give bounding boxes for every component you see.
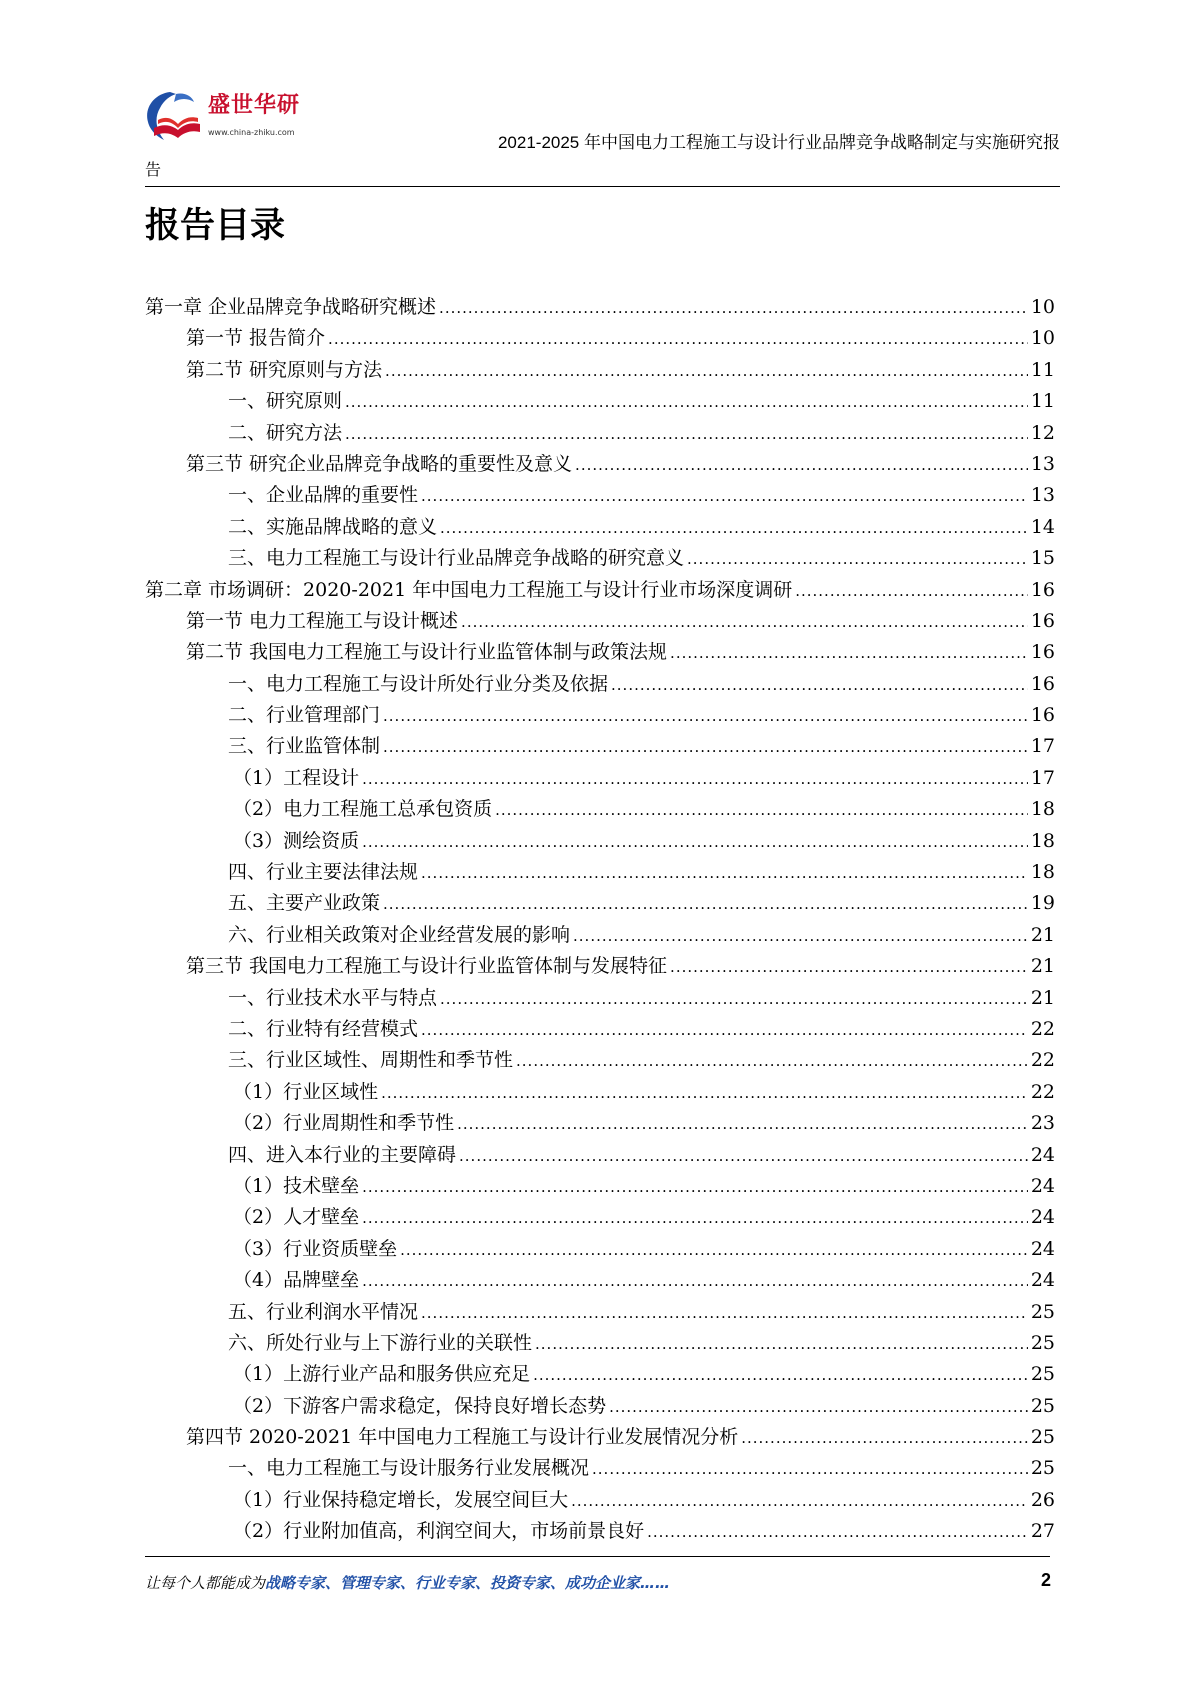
- toc-entry-page: 16: [1030, 704, 1055, 727]
- toc-entry[interactable]: [145, 763, 1055, 794]
- toc-entry[interactable]: [145, 826, 1055, 857]
- toc-entry[interactable]: [145, 512, 1055, 543]
- toc-dot-leader: [345, 425, 1028, 443]
- table-of-contents: [145, 292, 1055, 1548]
- toc-entry[interactable]: [145, 1077, 1055, 1108]
- toc-entry-title: 六、所处行业与上下游行业的关联性: [228, 1331, 533, 1354]
- toc-dot-leader: [516, 1052, 1028, 1070]
- toc-dot-leader: [385, 362, 1028, 380]
- toc-entry-title: 三、行业区域性、周期性和季节性: [228, 1049, 514, 1072]
- toc-entry-page: 25: [1030, 1426, 1055, 1449]
- toc-entry-page: 25: [1030, 1394, 1055, 1417]
- toc-entry-title: 第一节 报告简介: [186, 327, 326, 350]
- toc-entry-page: 16: [1030, 672, 1055, 695]
- toc-entry-page: 17: [1030, 766, 1055, 789]
- toc-entry[interactable]: [145, 951, 1055, 982]
- toc-entry[interactable]: [145, 418, 1055, 449]
- toc-entry[interactable]: [145, 323, 1055, 354]
- toc-dot-leader: [571, 1492, 1028, 1510]
- toc-dot-leader: [362, 770, 1028, 788]
- toc-entry-page: 18: [1030, 829, 1055, 852]
- toc-entry-page: 14: [1030, 515, 1055, 538]
- toc-entry[interactable]: [145, 292, 1055, 323]
- toc-entry-page: 12: [1030, 421, 1055, 444]
- toc-dot-leader: [362, 1209, 1028, 1227]
- toc-entry-page: 13: [1030, 452, 1055, 475]
- toc-dot-leader: [440, 990, 1028, 1008]
- toc-entry-page: 10: [1030, 327, 1055, 350]
- toc-entry-page: 25: [1030, 1331, 1055, 1354]
- toc-entry[interactable]: [145, 1202, 1055, 1233]
- logo-url: www.china-zhiku.com: [208, 128, 295, 137]
- toc-entry-page: 10: [1030, 296, 1055, 318]
- toc-entry-page: 17: [1030, 735, 1055, 758]
- toc-entry[interactable]: [145, 480, 1055, 511]
- toc-dot-leader: [795, 582, 1028, 600]
- toc-dot-leader: [383, 895, 1028, 913]
- toc-entry-title: 第三节 研究企业品牌竞争战略的重要性及意义: [186, 452, 573, 475]
- toc-entry-title: 第二节 研究原则与方法: [186, 358, 383, 381]
- toc-entry-page: 25: [1030, 1457, 1055, 1480]
- toc-entry-title: 四、行业主要法律法规: [228, 861, 419, 884]
- toc-dot-leader: [670, 644, 1028, 662]
- toc-dot-leader: [647, 1523, 1028, 1541]
- toc-entry-title: （1）行业保持稳定增长，发展空间巨大: [233, 1488, 569, 1511]
- toc-entry-page: 21: [1030, 986, 1055, 1009]
- toc-entry[interactable]: [145, 1234, 1055, 1265]
- toc-dot-leader: [609, 1398, 1028, 1416]
- toc-entry-page: 27: [1030, 1520, 1055, 1543]
- toc-entry-page: 16: [1030, 609, 1055, 632]
- toc-entry-title: 一、行业技术水平与特点: [228, 986, 438, 1009]
- toc-entry[interactable]: [145, 731, 1055, 762]
- toc-entry[interactable]: [145, 575, 1055, 606]
- footer-slogan: [145, 1572, 670, 1593]
- toc-entry-title: 六、行业相关政策对企业经营发展的影响: [228, 923, 571, 946]
- toc-entry[interactable]: [145, 1014, 1055, 1045]
- toc-entry-title: 第三节 我国电力工程施工与设计行业监管体制与发展特征: [186, 955, 668, 978]
- toc-dot-leader: [611, 676, 1028, 694]
- toc-entry[interactable]: [145, 1516, 1055, 1547]
- toc-dot-leader: [461, 613, 1028, 631]
- toc-entry-page: 24: [1030, 1269, 1055, 1292]
- toc-entry[interactable]: [145, 1422, 1055, 1453]
- toc-entry-title: 第四节 2020-2021 年中国电力工程施工与设计行业发展情况分析: [186, 1426, 739, 1449]
- toc-entry-title: （2）行业周期性和季节性: [233, 1112, 455, 1135]
- toc-entry[interactable]: [145, 1108, 1055, 1139]
- toc-entry[interactable]: [145, 700, 1055, 731]
- footer-slogan-prefix: 让每个人都能成为: [145, 1574, 266, 1592]
- toc-entry[interactable]: [145, 606, 1055, 637]
- toc-dot-leader: [457, 1115, 1028, 1133]
- toc-entry-title: （2）人才壁垒: [233, 1206, 360, 1229]
- toc-entry[interactable]: [145, 1297, 1055, 1328]
- toc-entry-page: 18: [1030, 861, 1055, 884]
- toc-entry[interactable]: [145, 386, 1055, 417]
- header-divider: [145, 186, 1060, 187]
- toc-entry[interactable]: [145, 1140, 1055, 1171]
- toc-entry-title: （1）技术壁垒: [233, 1174, 360, 1197]
- toc-dot-leader: [592, 1460, 1028, 1478]
- toc-dot-leader: [421, 1304, 1028, 1322]
- toc-entry[interactable]: [145, 1328, 1055, 1359]
- toc-dot-leader: [328, 330, 1028, 348]
- toc-entry-title: 五、行业利润水平情况: [228, 1300, 419, 1323]
- toc-entry-page: 24: [1030, 1206, 1055, 1229]
- toc-entry-page: 11: [1030, 390, 1055, 413]
- toc-entry-page: 25: [1030, 1363, 1055, 1386]
- toc-entry[interactable]: [145, 1045, 1055, 1076]
- toc-entry-title: （4）品牌壁垒: [233, 1269, 360, 1292]
- toc-entry-page: 24: [1030, 1143, 1055, 1166]
- toc-dot-leader: [535, 1335, 1028, 1353]
- page-number: 2: [1040, 1570, 1051, 1590]
- company-logo: [140, 84, 310, 150]
- toc-heading: 报告目录: [145, 206, 286, 246]
- toc-entry-title: 三、行业监管体制: [228, 735, 381, 758]
- toc-dot-leader: [383, 738, 1028, 756]
- toc-dot-leader: [459, 1147, 1028, 1165]
- toc-entry-title: 三、电力工程施工与设计行业品牌竞争战略的研究意义: [228, 547, 685, 570]
- toc-entry-title: 一、电力工程施工与设计所处行业分类及依据: [228, 672, 609, 695]
- toc-entry-title: （2）下游客户需求稳定，保持良好增长态势: [233, 1394, 607, 1417]
- toc-entry-title: 五、主要产业政策: [228, 892, 381, 915]
- toc-dot-leader: [741, 1429, 1028, 1447]
- toc-dot-leader: [533, 1366, 1028, 1384]
- toc-entry-page: 18: [1030, 798, 1055, 821]
- toc-entry-page: 22: [1030, 1049, 1055, 1072]
- toc-entry[interactable]: [145, 1391, 1055, 1422]
- toc-dot-leader: [575, 456, 1028, 474]
- toc-entry-title: （2）电力工程施工总承包资质: [233, 798, 493, 821]
- toc-entry[interactable]: [145, 543, 1055, 574]
- toc-entry-page: 25: [1030, 1300, 1055, 1323]
- toc-entry[interactable]: [145, 637, 1055, 668]
- toc-entry[interactable]: [145, 794, 1055, 825]
- toc-dot-leader: [421, 1021, 1028, 1039]
- toc-dot-leader: [421, 487, 1028, 505]
- toc-entry[interactable]: [145, 983, 1055, 1014]
- toc-entry[interactable]: [145, 857, 1055, 888]
- toc-entry-page: 23: [1030, 1112, 1055, 1135]
- toc-entry-title: 一、研究原则: [228, 390, 343, 413]
- toc-entry-title: 一、企业品牌的重要性: [228, 484, 419, 507]
- toc-entry[interactable]: [145, 1359, 1055, 1390]
- toc-entry[interactable]: [145, 1485, 1055, 1516]
- toc-entry-title: 第二节 我国电力工程施工与设计行业监管体制与政策法规: [186, 641, 668, 664]
- toc-dot-leader: [362, 1272, 1028, 1290]
- toc-entry-title: （3）测绘资质: [233, 829, 360, 852]
- toc-entry-page: 21: [1030, 923, 1055, 946]
- toc-dot-leader: [383, 707, 1028, 725]
- toc-entry-title: （1）上游行业产品和服务供应充足: [233, 1363, 531, 1386]
- toc-entry-page: 22: [1030, 1080, 1055, 1103]
- toc-entry[interactable]: [145, 355, 1055, 386]
- logo-text: 盛世华研: [208, 93, 301, 118]
- toc-entry-title: （3）行业资质壁垒: [233, 1237, 398, 1260]
- toc-entry-title: 第二章 市场调研：2020-2021 年中国电力工程施工与设计行业市场深度调研: [145, 578, 793, 601]
- toc-entry-title: （1）工程设计: [233, 766, 360, 789]
- toc-entry-title: 二、行业特有经营模式: [228, 1017, 419, 1040]
- toc-entry-page: 24: [1030, 1237, 1055, 1260]
- toc-dot-leader: [421, 864, 1028, 882]
- toc-entry[interactable]: [145, 669, 1055, 700]
- toc-entry-title: （1）行业区域性: [233, 1080, 379, 1103]
- toc-dot-leader: [362, 1178, 1028, 1196]
- toc-entry[interactable]: [145, 1453, 1055, 1484]
- toc-entry-page: 16: [1030, 641, 1055, 664]
- logo-book-icon: [140, 84, 206, 146]
- footer-slogan-emphasis: 战略专家、管理专家、行业专家、投资专家、成功企业家……: [265, 1574, 671, 1592]
- toc-entry-title: 一、电力工程施工与设计服务行业发展概况: [228, 1457, 590, 1480]
- toc-entry[interactable]: [145, 449, 1055, 480]
- toc-entry[interactable]: [145, 1171, 1055, 1202]
- toc-entry-page: 19: [1030, 892, 1055, 915]
- toc-dot-leader: [400, 1241, 1028, 1259]
- toc-entry-page: 15: [1030, 547, 1055, 570]
- toc-dot-leader: [439, 299, 1028, 317]
- footer-divider: [145, 1556, 1050, 1557]
- toc-entry-page: 22: [1030, 1017, 1055, 1040]
- toc-entry-page: 21: [1030, 955, 1055, 978]
- toc-dot-leader: [440, 519, 1028, 537]
- toc-dot-leader: [573, 927, 1028, 945]
- toc-entry[interactable]: [145, 888, 1055, 919]
- toc-entry-page: 24: [1030, 1174, 1055, 1197]
- toc-dot-leader: [381, 1084, 1028, 1102]
- toc-entry[interactable]: [145, 1265, 1055, 1296]
- toc-entry-page: 16: [1030, 578, 1055, 601]
- report-title-continuation: 告: [145, 160, 162, 179]
- toc-dot-leader: [495, 801, 1028, 819]
- toc-entry-title: 二、研究方法: [228, 421, 343, 444]
- toc-entry-page: 13: [1030, 484, 1055, 507]
- toc-entry-title: 二、实施品牌战略的意义: [228, 515, 438, 538]
- toc-entry-title: 第一节 电力工程施工与设计概述: [186, 609, 459, 632]
- report-title: 2021-2025 年中国电力工程施工与设计行业品牌竞争战略制定与实施研究报: [497, 133, 1060, 152]
- toc-entry-title: （2）行业附加值高，利润空间大，市场前景良好: [233, 1520, 645, 1543]
- toc-dot-leader: [362, 833, 1028, 851]
- toc-entry-title: 第一章 企业品牌竞争战略研究概述: [145, 296, 437, 318]
- toc-dot-leader: [687, 550, 1028, 568]
- toc-entry-page: 11: [1030, 358, 1055, 381]
- toc-dot-leader: [670, 958, 1028, 976]
- toc-entry-title: 四、进入本行业的主要障碍: [228, 1143, 457, 1166]
- toc-dot-leader: [345, 393, 1028, 411]
- toc-entry-page: 26: [1030, 1488, 1055, 1511]
- toc-entry[interactable]: [145, 920, 1055, 951]
- toc-entry-title: 二、行业管理部门: [228, 704, 381, 727]
